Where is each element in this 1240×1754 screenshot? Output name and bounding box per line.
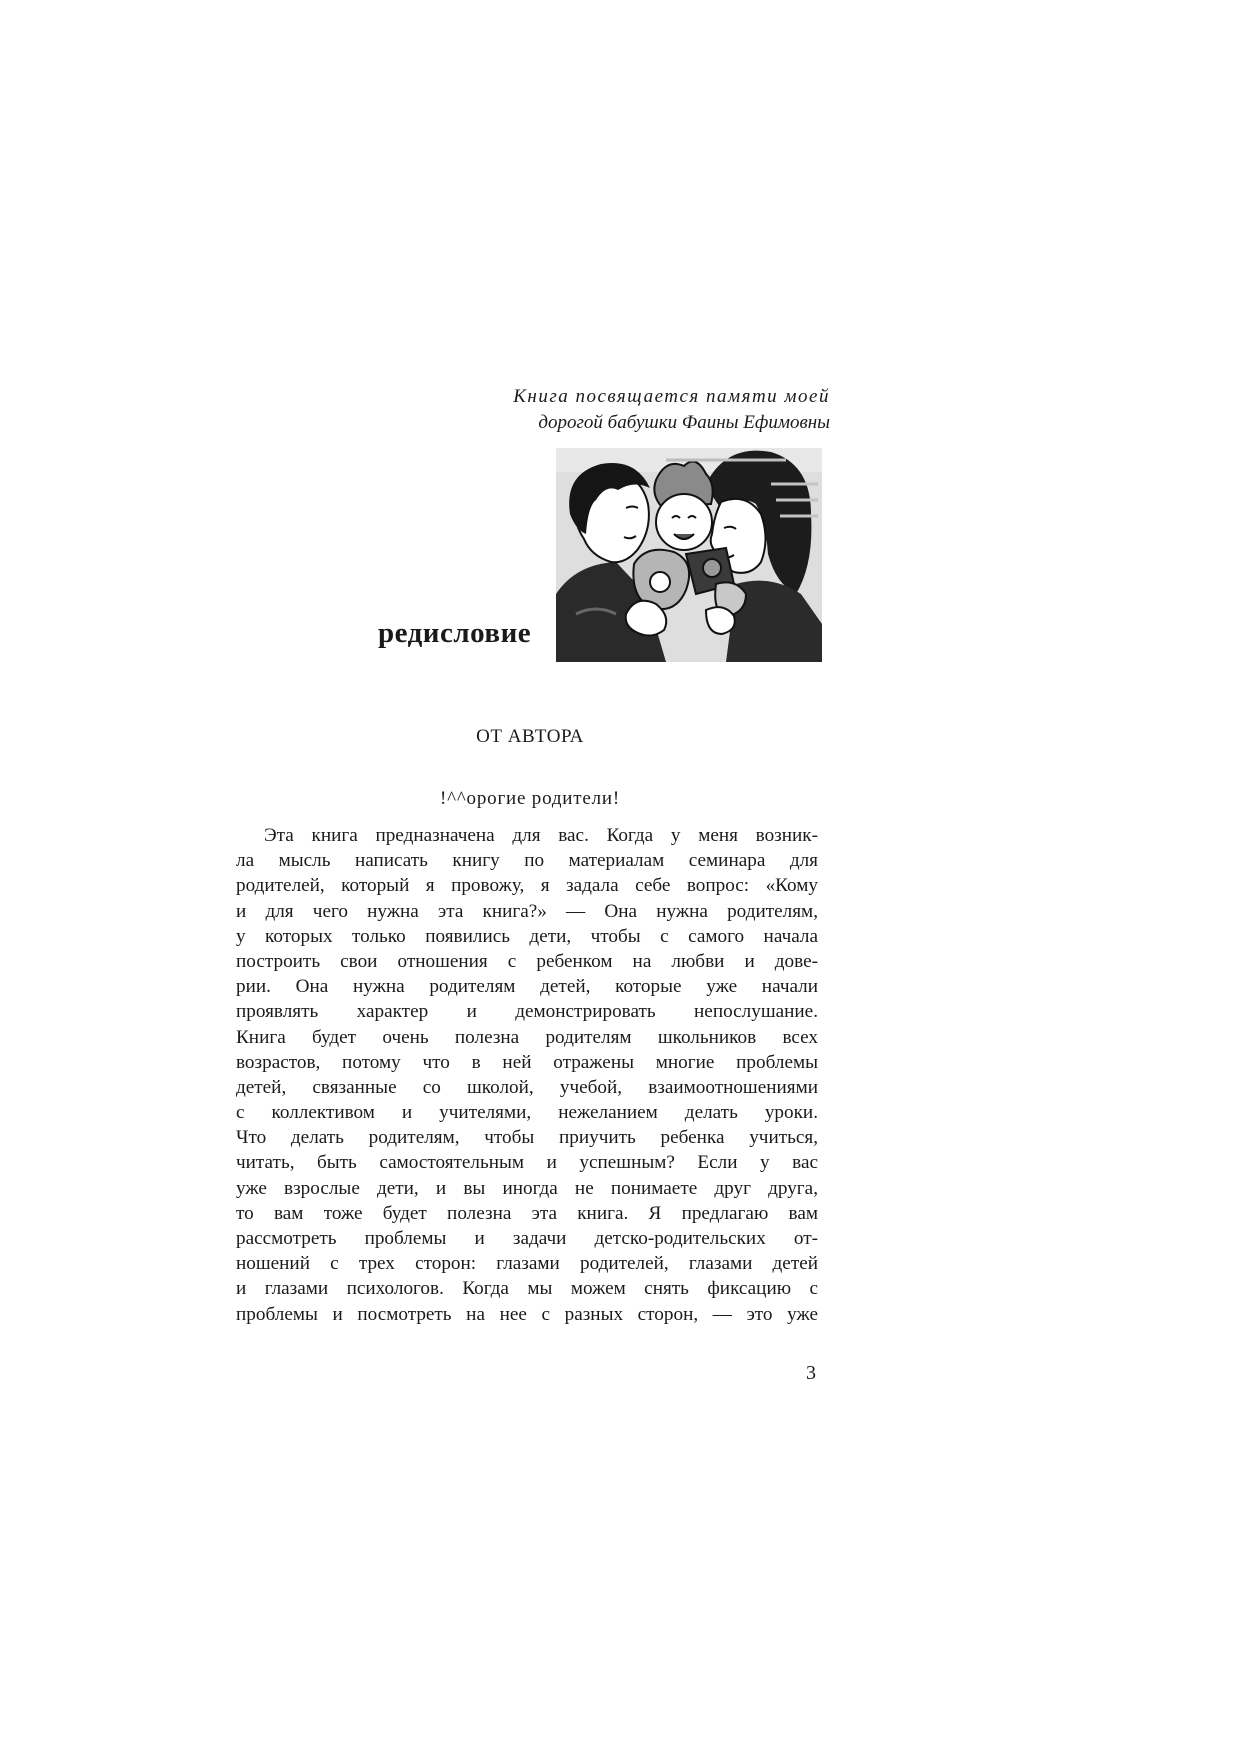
body-line: ношений с трех сторон: глазами родителей, глазами детей (236, 1253, 818, 1275)
section-title: ОТ АВТОРА (476, 726, 584, 747)
body-line: Книга будет очень полезна родителям школьников всех (236, 1026, 818, 1048)
body-line: уже взрослые дети, и вы иногда не понимаете друг друга, (236, 1177, 818, 1199)
body-text (236, 823, 818, 1327)
body-line: с коллективом и учителями, нежеланием делать уроки. (236, 1102, 818, 1124)
dedication-line-2: дорогой бабушки Фаины Ефимовны (538, 412, 830, 433)
body-line: построить свои отношения с ребенком на любви и дове- (236, 950, 818, 972)
body-line: проблемы и посмотреть на нее с разных сторон, — это уже (236, 1303, 818, 1325)
body-line: рассмотреть проблемы и задачи детско-родительских от- (236, 1228, 818, 1249)
salutation: !^^орогие родители! (439, 788, 620, 809)
body-line: проявлять характер и демонстрировать непослушание. (236, 1001, 818, 1023)
chapter-title: редисловие (378, 617, 532, 649)
body-line: Что делать родителям, чтобы приучить ребенка учиться, (236, 1127, 818, 1149)
body-line: возрастов, потому что в ней отражены многие проблемы (236, 1051, 818, 1073)
body-line: ла мысль написать книгу по материалам семинара для (236, 850, 818, 872)
body-line: и глазами психологов. Когда мы можем снять фиксацию с (236, 1278, 818, 1300)
body-line: то вам тоже будет полезна эта книга. Я предлагаю вам (236, 1202, 818, 1224)
body-line: и для чего нужна эта книга?» — Она нужна родителям, (236, 900, 818, 922)
body-line: рии. Она нужна родителям детей, которые уже начали (236, 976, 818, 998)
family-illustration (556, 444, 822, 662)
dedication (440, 384, 830, 436)
body-line: родителей, который я провожу, я задала себе вопрос: «Кому (236, 875, 818, 897)
page-number: 3 (806, 1362, 816, 1384)
body-line: Эта книга предназначена для вас. Когда у меня возник- (264, 825, 818, 846)
body-line: детей, связанные со школой, учебой, взаимоотношениями (236, 1076, 818, 1098)
dedication-line-1: Книга посвящается памяти моей (513, 386, 830, 407)
body-line: читать, быть самостоятельным и успешным? Если у вас (236, 1152, 818, 1174)
body-line: у которых только появились дети, чтобы с самого начала (236, 925, 818, 947)
